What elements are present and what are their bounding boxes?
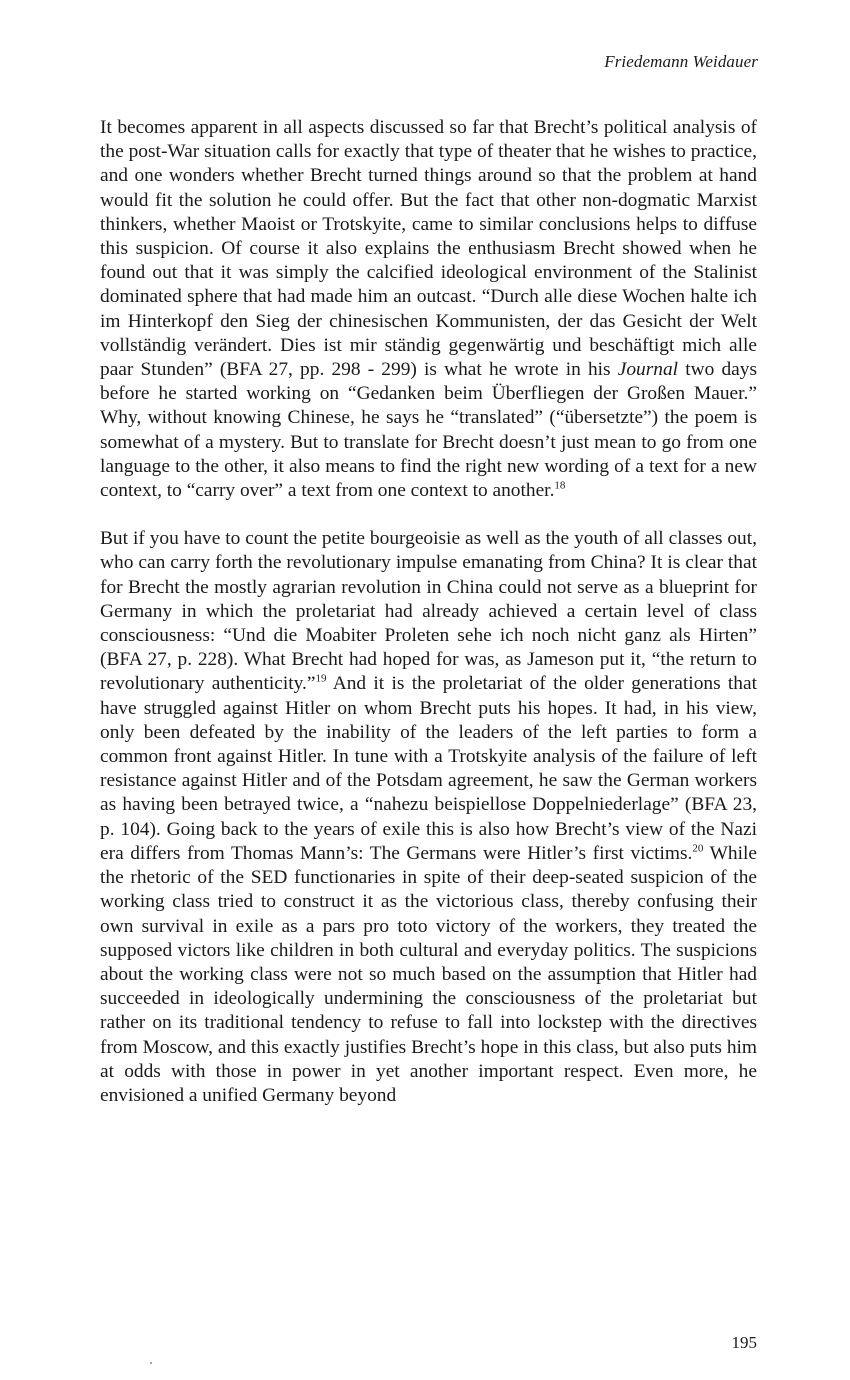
journal-title: Journal <box>617 359 679 381</box>
running-head: Friedemann Weidauer <box>604 52 758 71</box>
paragraph-2 <box>100 527 757 1108</box>
footnote-ref-20: 20 <box>692 842 704 855</box>
paragraph-2-text-end: While the rhetoric of the SED functionaries in spite of their deep-seated suspicion of the working class tried to construct it as the victorious class, thereby confusing their own survival in exile as a pars pro toto victory of the workers, they treated the supposed victors like children in both cultural and everyday politics. The suspicions about the working class were not so much based on the assumption that Hitler had succeeded in ideologically undermining the consciousness of the proletariat but rather on its traditional tendency to refuse to fall into lockstep with the directives from Moscow, and this exactly justifies Brecht’s hope in this class, but also puts him at odds with those in power in yet another important respect. Even more, he envisioned a unified Germany beyond <box>100 842 757 1106</box>
body-text <box>100 116 757 1108</box>
paragraph-1-text: It becomes apparent in all aspects discussed so far that Brecht’s political analysis of the post-War situation calls for exactly that type of theater that he wishes to practice, and one wonders whether Brecht turned things around so that the problem at hand would fit the solution he could offer. But the fact that other non-dogmatic Marxist thinkers, whether Maoist or Trotskyite, came to similar conclusions helps to diffuse this suspicion. Of course it also explains the enthusiasm Brecht showed when he found out that it was simply the calcified ideological environment of the Stalinist dominated sphere that had made him an outcast. “Durch alle diese Wochen halte ich im Hinterkopf den Sieg der chinesischen Kommunisten, der das Gesicht der Welt vollständig verändert. Dies ist mir ständig gegenwärtig und beschäftigt mich alle paar Stunden” (BFA 27, pp. 298 - 299) is what he wrote in his <box>100 117 757 381</box>
page-number: 195 <box>731 1333 757 1352</box>
paragraph-1 <box>100 116 757 503</box>
paragraph-2-text-cont: And it is the proletariat of the older generations that have struggled against Hitler on whom Brecht puts his hopes. It had, in his view, only been defeated by the inability of the leaders of the left parties to form a common front against Hitler. In tune with a Trotskyite analysis of the failure of left resistance against Hitler and of the Potsdam agreement, he saw the German workers as having been betrayed twice, a “nahezu beispiellose Doppelniederlage” (BFA 23, p. 104). Going back to the years of exile this is also how Brecht’s view of the Nazi era differs from Thomas Mann’s: The Germans were Hitler’s first victims. <box>100 673 757 864</box>
paragraph-2-text: But if you have to count the petite bourgeoisie as well as the youth of all classes out, who can carry forth the revolutionary impulse emanating from China? It is clear that for Brecht the mostly agrarian revolution in China could not serve as a blueprint for Germany in which the proletariat had already achieved a certain level of class consciousness: “Und die Moabiter Proleten sehe ich noch nicht ganz als Hirten” (BFA 27, p. 228). What Brecht had hoped for was, as Jameson put it, “the return to revolutionary authenticity.” <box>100 528 757 695</box>
paragraph-1-text-cont: two days before he started working on “Gedanken beim Überfliegen der Großen Mauer.” Why, without knowing Chinese, he says he “translated” (“übersetzte”) the poem is somewhat of a mystery. But to translate for Brecht doesn’t just mean to go from one language to the other, it also means to find the right new wording of a text for a new context, to “carry over” a text from one context to another. <box>100 359 758 502</box>
footnote-ref-19: 19 <box>315 673 327 685</box>
footnote-ref-18: 18 <box>554 479 566 492</box>
scan-speck <box>150 1362 152 1364</box>
